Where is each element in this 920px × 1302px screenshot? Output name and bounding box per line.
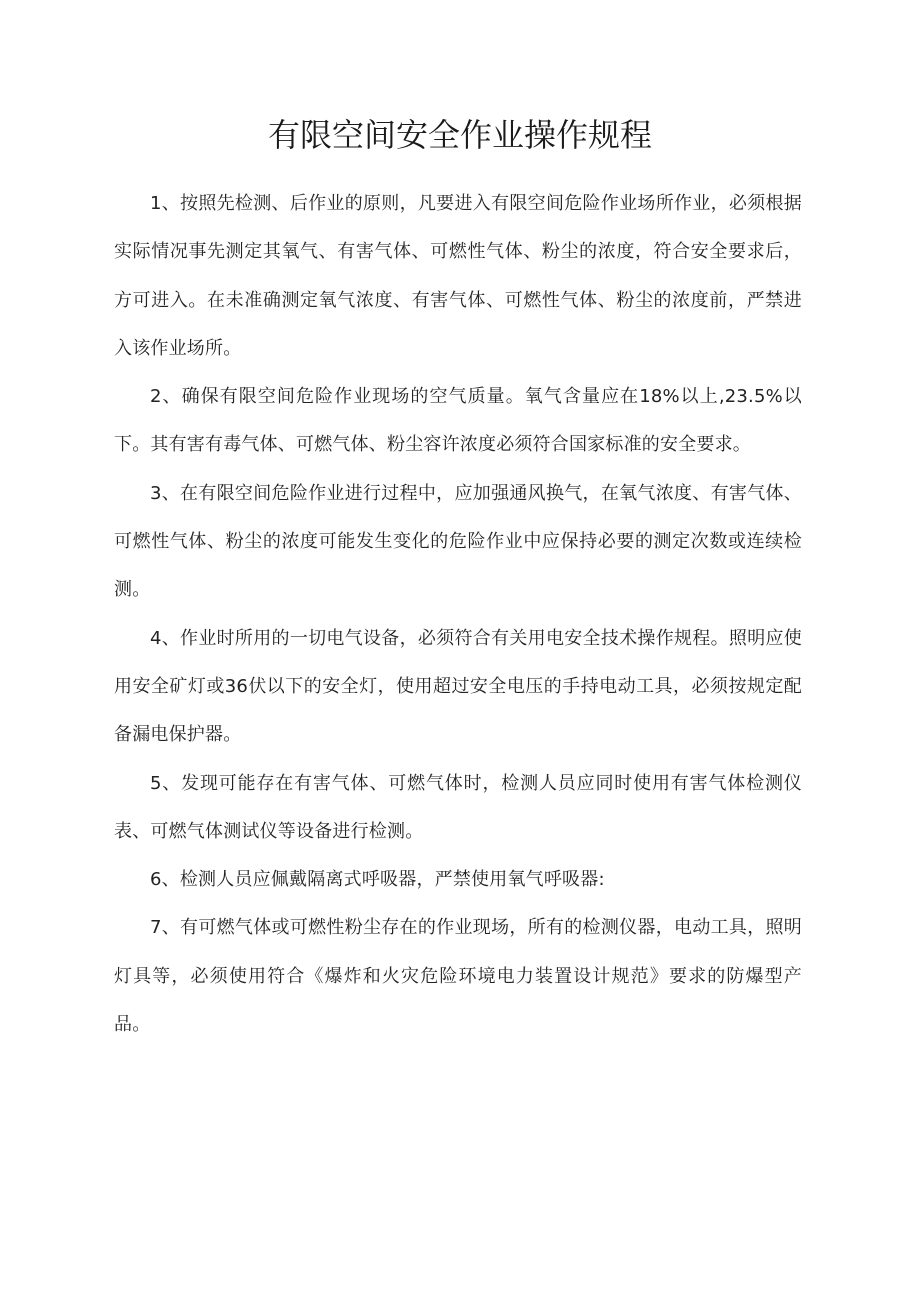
paragraph-7: 7、有可燃气体或可燃性粉尘存在的作业现场，所有的检测仪器，电动工具，照明灯具等，必须使用符合《爆炸和火灾危险环境电力装置设计规范》要求的防爆型产品。 bbox=[114, 917, 802, 1036]
paragraph-3: 3、在有限空间危险作业进行过程中，应加强通风换气，在氧气浓度、有害气体、可燃性气体、粉尘的浓度可能发生变化的危险作业中应保持必要的测定次数或连续检测。 bbox=[114, 482, 802, 601]
page-title: 有限空间安全作业操作规程 bbox=[267, 116, 652, 154]
paragraph-5: 5、发现可能存在有害气体、可燃气体时，检测人员应同时使用有害气体检测仪表、可燃气体测试仪等设备进行检测。 bbox=[114, 772, 802, 842]
paragraph-4: 4、作业时所用的一切电气设备，必须符合有关用电安全技术操作规程。照明应使用安全矿灯或36伏以下的安全灯，使用超过安全电压的手持电动工具，必须按规定配备漏电保护器。 bbox=[114, 627, 802, 746]
document-body bbox=[114, 180, 802, 1049]
paragraph-6: 6、检测人员应佩戴隔离式呼吸器，严禁使用氧气呼吸器: bbox=[150, 869, 605, 891]
paragraph-1: 1、按照先检测、后作业的原则，凡要进入有限空间危险作业场所作业，必须根据实际情况事先测定其氧气、有害气体、可燃性气体、粉尘的浓度，符合安全要求后，方可进入。在未准确测定氧气浓度、有害气体、可燃性气体、粉尘的浓度前，严禁进入该作业场所。 bbox=[114, 193, 802, 359]
paragraph-2: 2、确保有限空间危险作业现场的空气质量。氧气含量应在18%以上,23.5%以下。其有害有毒气体、可燃气体、粉尘容许浓度必须符合国家标准的安全要求。 bbox=[114, 386, 802, 456]
